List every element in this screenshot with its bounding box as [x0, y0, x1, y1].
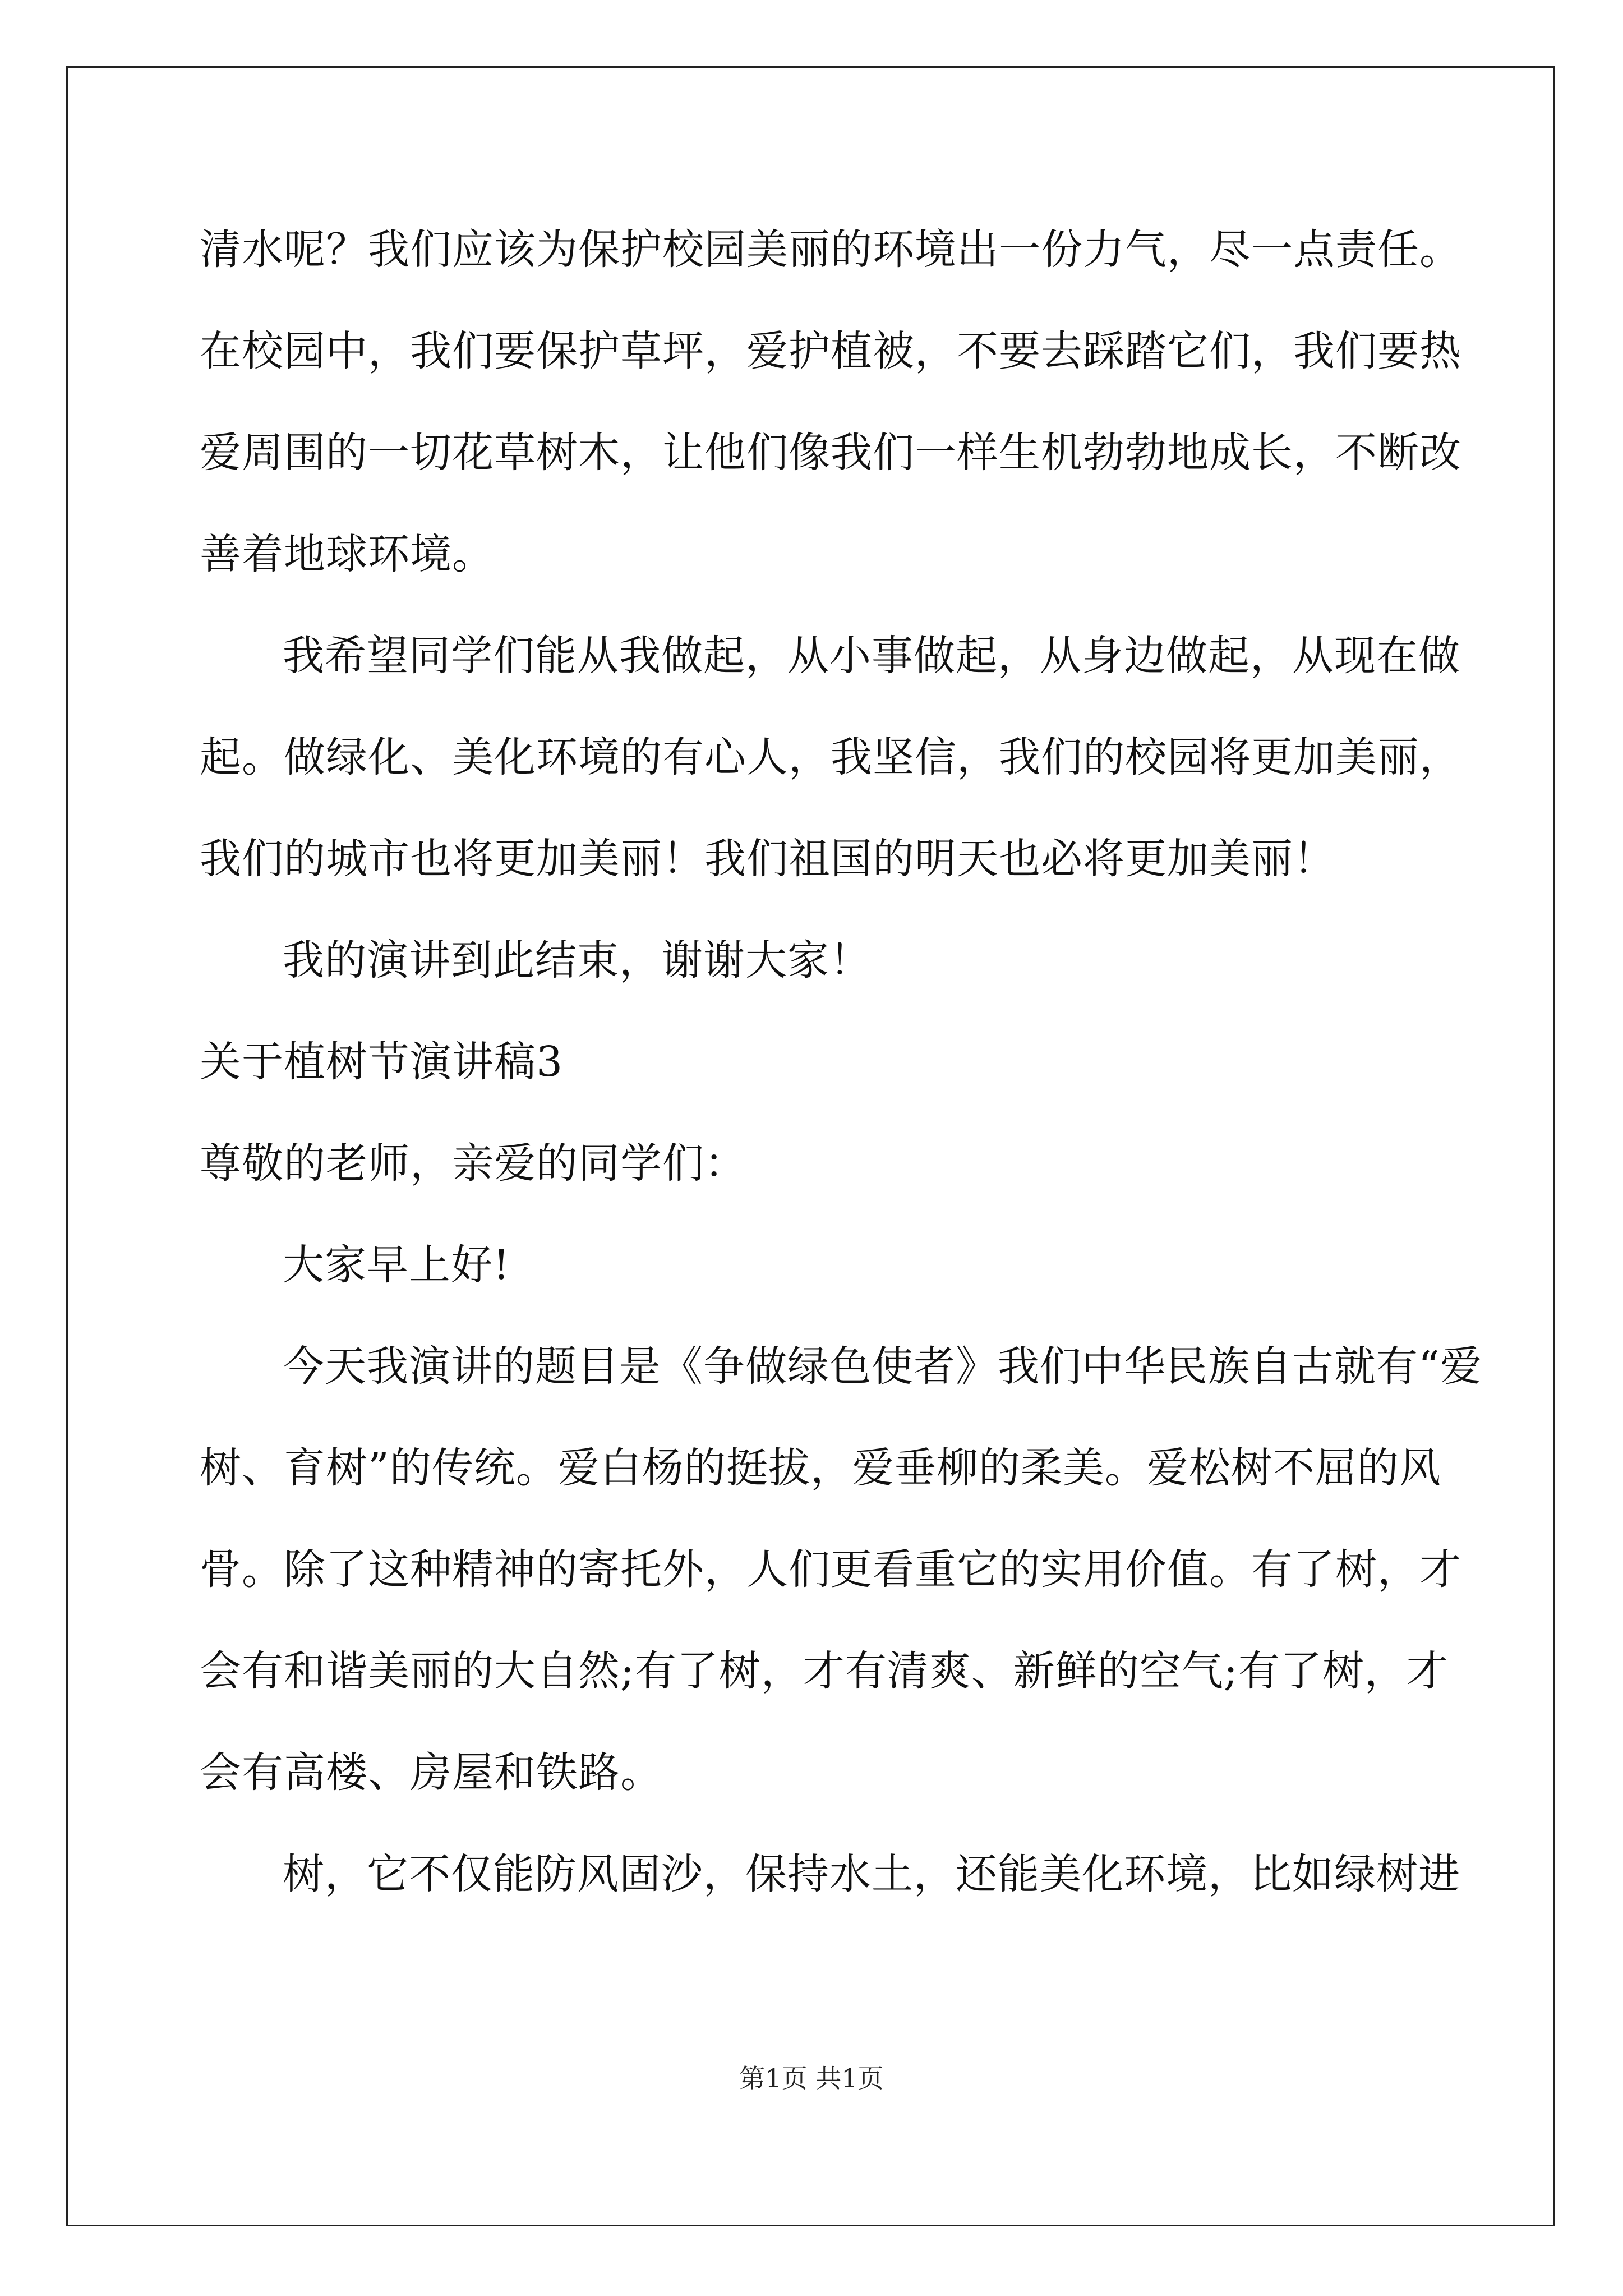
text-line: 在校园中，我们要保护草坪，爱护植被，不要去踩踏它们，我们要热: [200, 327, 1461, 375]
text-line: 清水呢？我们应该为保护校园美丽的环境出一份力气，尽一点责任。: [200, 226, 1461, 274]
paragraph-start-line: 树，它不仅能防风固沙，保持水土，还能美化环境，比如绿树进: [283, 1850, 1460, 1898]
page-number-footer: 第1页 共1页: [739, 2063, 884, 2093]
paragraph-start-line: 我希望同学们能从我做起，从小事做起，从身边做起，从现在做: [283, 632, 1460, 680]
text-line: 会有和谐美丽的大自然;有了树，才有清爽、新鲜的空气;有了树，才: [200, 1647, 1449, 1695]
greeting: 大家早上好!: [283, 1241, 510, 1289]
text-line: 爱周围的一切花草树木，让他们像我们一样生机勃勃地成长，不断改: [200, 429, 1461, 477]
paragraph-start-line: 今天我演讲的题目是《争做绿色使者》我们中华民族自古就有“爱: [283, 1342, 1482, 1391]
text-line: 善着地球环境。: [200, 530, 494, 578]
text-line: 会有高楼、房屋和铁路。: [200, 1749, 662, 1797]
text-line: 起。做绿化、美化环境的有心人，我坚信，我们的校园将更加美丽，: [200, 733, 1461, 781]
document-body: [200, 199, 1482, 1925]
salutation: 尊敬的老师，亲爱的同学们：: [200, 1139, 746, 1188]
text-line: 树、育树”的传统。爱白杨的挺拔，爱垂柳的柔美。爱松树不屈的风: [200, 1444, 1441, 1492]
text-line: 骨。除了这种精神的寄托外，人们更看重它的实用价值。有了树，才: [200, 1545, 1461, 1594]
paragraph-start-line: 我的演讲到此结束，谢谢大家！: [283, 936, 872, 984]
section-title: 关于植树节演讲稿3: [200, 1038, 564, 1086]
text-line: 我们的城市也将更加美丽！我们祖国的明天也必将更加美丽！: [200, 835, 1335, 883]
